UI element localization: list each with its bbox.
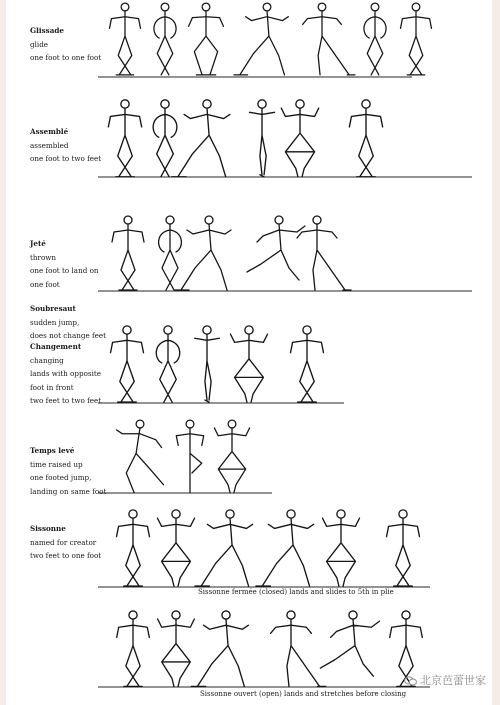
dancer-figure bbox=[172, 100, 230, 177]
dancer-figure bbox=[230, 326, 267, 402]
dancer-figure bbox=[322, 510, 359, 586]
note-changement: lands with opposite bbox=[30, 369, 102, 378]
note-soubresaut: does not change feet bbox=[30, 331, 107, 340]
translation-glissade: glide bbox=[30, 39, 49, 49]
dancer-figure bbox=[349, 100, 382, 177]
dancer-head bbox=[226, 510, 234, 518]
dancer-limbs bbox=[154, 11, 176, 75]
transfer-sissonne: two feet to one foot bbox=[30, 551, 102, 560]
dancer-head bbox=[172, 611, 180, 619]
dancer-figure bbox=[116, 420, 163, 493]
dancer-figure bbox=[195, 326, 220, 402]
term-glissade: Glissade bbox=[30, 26, 64, 35]
dancer-figure bbox=[271, 611, 326, 686]
dancer-figure bbox=[387, 510, 420, 586]
dancer-figure bbox=[364, 3, 386, 75]
dancer-limbs bbox=[159, 224, 182, 290]
dancer-limbs bbox=[117, 619, 150, 686]
dancer-limbs bbox=[116, 428, 163, 493]
dancer-figure bbox=[303, 3, 355, 75]
dancer-figure bbox=[111, 326, 144, 402]
dancer-figure bbox=[256, 510, 314, 586]
dancer-head bbox=[287, 611, 295, 619]
dancer-figure bbox=[108, 100, 141, 177]
translation-sissonne: named for creator bbox=[30, 537, 97, 547]
dancer-head bbox=[129, 611, 137, 619]
caption-sissonne-fermee: Sissonne fermée (closed) lands and slides to 5th in plie bbox=[198, 588, 394, 596]
dancer-limbs bbox=[349, 108, 382, 177]
dancer-head bbox=[318, 3, 326, 11]
dancer-head bbox=[263, 3, 271, 11]
dancer-head bbox=[121, 100, 129, 108]
dancer-figure bbox=[158, 611, 195, 686]
dancer-head bbox=[402, 611, 410, 619]
dancer-head bbox=[129, 510, 137, 518]
dancer-figure bbox=[320, 611, 379, 676]
dancer-limbs bbox=[297, 224, 351, 290]
dancer-figure bbox=[157, 510, 194, 586]
dancer-figure bbox=[291, 326, 324, 402]
translation-jete: thrown bbox=[30, 252, 57, 262]
dancer-figure bbox=[154, 3, 176, 75]
dancer-head bbox=[337, 510, 345, 518]
dancer-head bbox=[166, 216, 174, 224]
dancer-limbs bbox=[191, 619, 248, 686]
dancer-head bbox=[205, 216, 213, 224]
dancer-figure bbox=[117, 611, 150, 686]
dancer-limbs bbox=[291, 334, 324, 402]
dancer-limbs bbox=[156, 334, 179, 402]
translation-changement: changing bbox=[30, 355, 64, 365]
dancer-figure bbox=[234, 3, 288, 75]
dancer-head bbox=[303, 326, 311, 334]
transfer-changement: two feet to two feet bbox=[30, 396, 102, 405]
dancer-figure bbox=[281, 100, 318, 177]
watermark bbox=[404, 672, 486, 688]
dancer-limbs bbox=[281, 108, 318, 177]
dancer-figure bbox=[191, 611, 248, 686]
term-sissonne: Sissonne bbox=[30, 524, 66, 533]
dancer-figure bbox=[400, 3, 431, 75]
dancer-figures bbox=[108, 3, 431, 686]
dancer-limbs bbox=[195, 334, 220, 402]
dancer-head bbox=[412, 3, 420, 11]
dancer-limbs bbox=[250, 108, 275, 177]
dancer-figure bbox=[195, 510, 253, 586]
dancer-figure bbox=[109, 3, 140, 75]
dancer-head bbox=[186, 420, 194, 428]
dancer-head bbox=[124, 216, 132, 224]
dancer-limbs bbox=[303, 11, 355, 75]
dancer-head bbox=[228, 420, 236, 428]
term-soubresaut: Soubresaut bbox=[30, 304, 76, 313]
term-assemble: Assemblé bbox=[30, 127, 69, 136]
dancer-limbs bbox=[158, 619, 195, 686]
note-changement-2: foot in front bbox=[30, 382, 74, 392]
dancer-figure bbox=[247, 216, 305, 280]
dancer-figure bbox=[175, 216, 231, 290]
dancer-limbs bbox=[400, 11, 431, 75]
dancer-head bbox=[258, 100, 266, 108]
dancer-head bbox=[161, 100, 169, 108]
dancer-head bbox=[202, 3, 210, 11]
dancer-head bbox=[275, 216, 283, 224]
dancer-limbs bbox=[112, 224, 144, 290]
dancer-figure bbox=[117, 510, 150, 586]
dancer-head bbox=[362, 100, 370, 108]
ground-lines bbox=[98, 77, 472, 687]
dancer-limbs bbox=[247, 224, 305, 280]
transfer-assemble: one foot to two feet bbox=[30, 154, 102, 163]
dancer-figure bbox=[189, 3, 224, 75]
dancer-head bbox=[172, 510, 180, 518]
term-changement: Changement bbox=[30, 342, 82, 351]
dancer-limbs bbox=[175, 224, 231, 290]
dancer-head bbox=[349, 611, 357, 619]
dancer-limbs bbox=[234, 11, 288, 75]
transfer-jete-2: one foot bbox=[30, 279, 60, 289]
term-jete: Jeté bbox=[30, 239, 46, 248]
translation-soubresaut: sudden jump, bbox=[30, 317, 80, 327]
dancer-limbs bbox=[322, 518, 359, 586]
dancer-limbs bbox=[214, 428, 249, 493]
dancer-limbs bbox=[176, 428, 203, 493]
dancer-head bbox=[296, 100, 304, 108]
dancer-head bbox=[245, 326, 253, 334]
dancer-figure bbox=[112, 216, 144, 290]
dancer-limbs bbox=[320, 619, 379, 676]
dancer-figure bbox=[159, 216, 182, 290]
dancer-head bbox=[399, 510, 407, 518]
dancer-figure bbox=[153, 100, 177, 177]
watermark-text: 北京芭蕾世家 bbox=[420, 674, 486, 687]
dancer-figure bbox=[156, 326, 179, 402]
dancer-figure bbox=[176, 420, 203, 493]
dancer-head bbox=[203, 326, 211, 334]
dancer-head bbox=[371, 3, 379, 11]
dancer-limbs bbox=[153, 108, 177, 177]
dancer-figure bbox=[297, 216, 351, 290]
dancer-head bbox=[287, 510, 295, 518]
dancer-limbs bbox=[256, 518, 314, 586]
dancer-limbs bbox=[111, 334, 144, 402]
dancer-limbs bbox=[117, 518, 150, 586]
dancer-head bbox=[222, 611, 230, 619]
term-temps-leve: Temps levé bbox=[30, 446, 75, 455]
dancer-limbs bbox=[271, 619, 326, 686]
dancer-head bbox=[121, 3, 129, 11]
dancer-limbs bbox=[108, 108, 141, 177]
dancer-figure bbox=[214, 420, 249, 493]
translation-assemble: assembled bbox=[30, 140, 69, 150]
transfer-glissade: one foot to one foot bbox=[30, 53, 102, 62]
dancer-limbs bbox=[189, 11, 224, 75]
caption-sissonne-ouvert: Sissonne ouvert (open) lands and stretches before closing bbox=[200, 690, 407, 698]
dancer-limbs bbox=[172, 108, 230, 177]
dancer-head bbox=[136, 420, 144, 428]
dancer-limbs bbox=[195, 518, 253, 586]
dancer-limbs bbox=[157, 518, 194, 586]
wechat-icon bbox=[404, 676, 417, 686]
dancer-limbs bbox=[109, 11, 140, 75]
dancer-head bbox=[123, 326, 131, 334]
dancer-head bbox=[203, 100, 211, 108]
translation-temps-leve: time raised up bbox=[30, 459, 83, 469]
note-temps-leve: one footed jump, bbox=[30, 473, 92, 482]
transfer-jete: one foot to land on bbox=[30, 266, 99, 275]
dancer-limbs bbox=[230, 334, 267, 402]
dancer-head bbox=[161, 3, 169, 11]
dancer-limbs bbox=[364, 11, 386, 75]
dancer-limbs bbox=[387, 518, 420, 586]
dancer-figure bbox=[250, 100, 275, 177]
dancer-head bbox=[313, 216, 321, 224]
dancer-head bbox=[164, 326, 172, 334]
note-temps-leve-2: landing on same foot bbox=[30, 486, 107, 496]
